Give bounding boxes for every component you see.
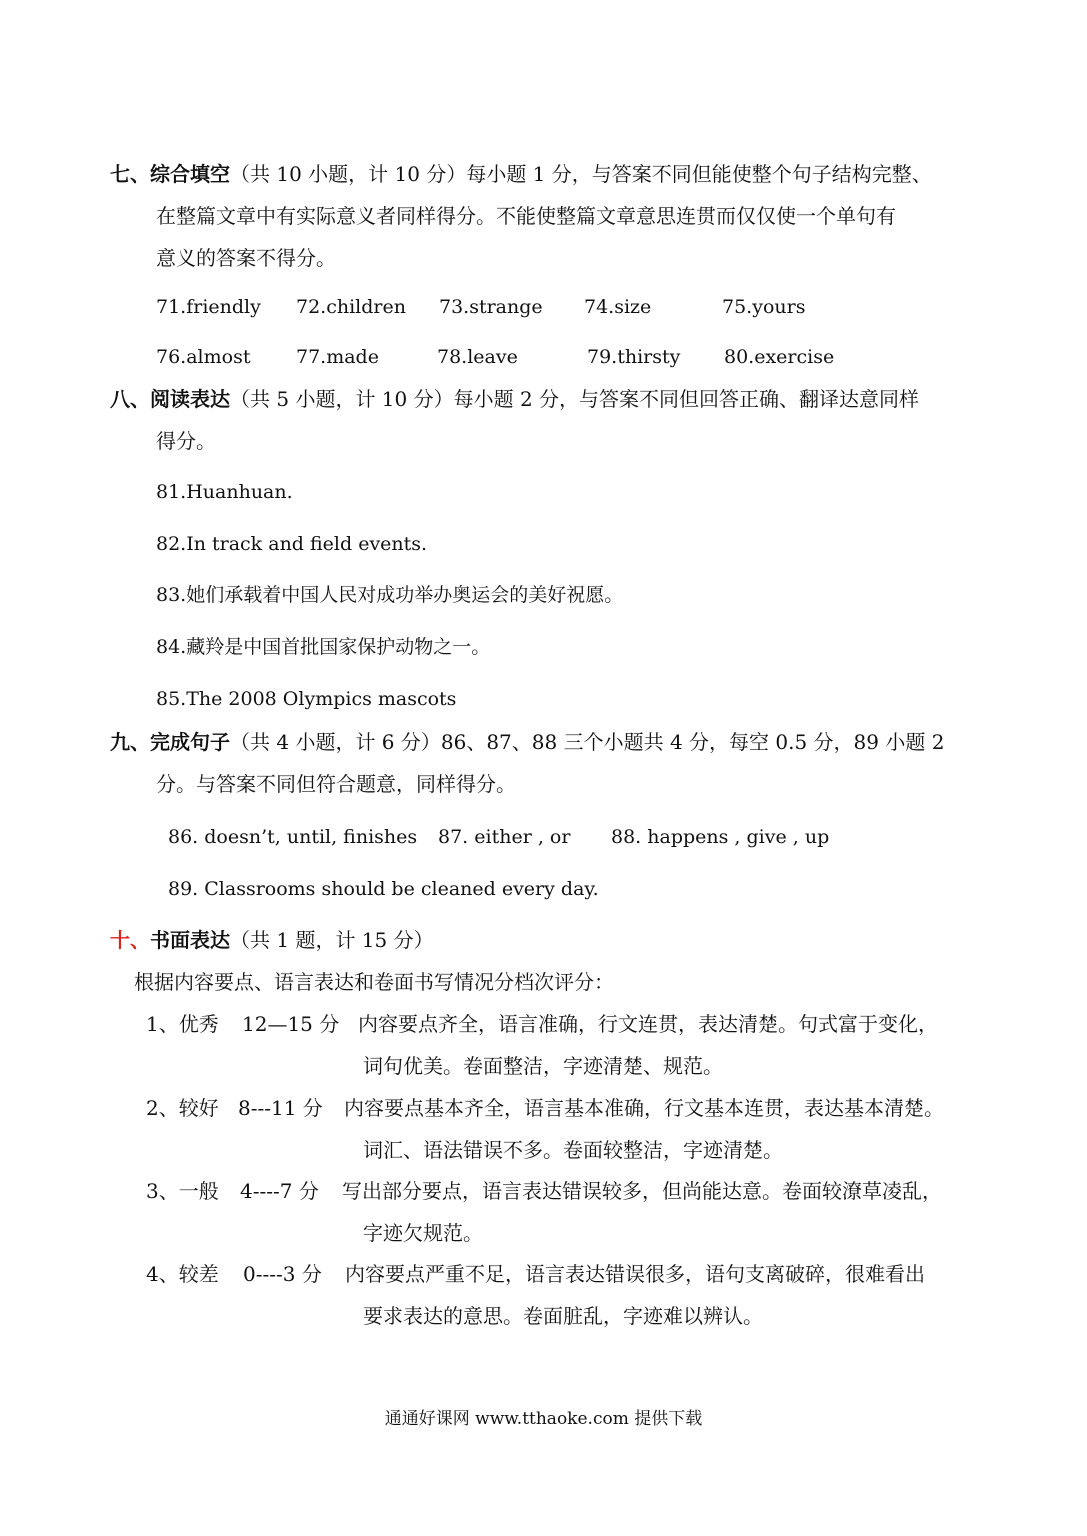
- answer-89: 89. Classrooms should be cleaned every day.: [168, 878, 599, 900]
- section7-text3: 意义的答案不得分。: [156, 246, 336, 270]
- section7-text2: 在整篇文章中有实际意义者同样得分。不能使整篇文章意思连贯而仅仅使一个单句有: [156, 204, 896, 228]
- grade-4-desc1: 内容要点严重不足，语言表达错误很多，语句支离破碎，很难看出: [345, 1262, 925, 1286]
- grade-4-desc2: 要求表达的意思。卷面脏乱，字迹难以辨认。: [363, 1304, 763, 1328]
- section9-line1: [110, 728, 944, 756]
- answer-71: 71.friendly: [156, 296, 261, 318]
- section9-text2: 分。与答案不同但符合题意，同样得分。: [156, 772, 516, 796]
- answer-80: 80.exercise: [724, 346, 835, 368]
- section10-heading: 书面表达: [150, 928, 230, 952]
- answer-86: 86. doesn’t, until, finishes: [168, 826, 418, 848]
- answer-87: 87. either , or: [438, 826, 571, 848]
- answer-83: 83.她们承载着中国人民对成功举办奥运会的美好祝愿。: [156, 584, 624, 606]
- answer-74: 74.size: [584, 296, 652, 318]
- grade-3-desc2: 字迹欠规范。: [363, 1221, 483, 1245]
- answer-76: 76.almost: [156, 346, 251, 368]
- section8-heading: 八、阅读表达: [110, 387, 230, 411]
- answer-77: 77.made: [296, 346, 379, 368]
- answer-78: 78.leave: [437, 346, 518, 368]
- section10-intro: 根据内容要点、语言表达和卷面书写情况分档次评分：: [134, 970, 614, 994]
- grade-4-label: 4、较差: [146, 1262, 219, 1286]
- section7-line1: [110, 160, 932, 188]
- section9-heading: 九、完成句子: [110, 730, 230, 754]
- section10-head-text: （共 1 题，计 15 分）: [230, 928, 434, 952]
- section10-number: 十、: [110, 928, 150, 952]
- answer-73: 73.strange: [439, 296, 543, 318]
- grade-3-range: 4----7 分: [240, 1179, 319, 1203]
- section7-text1: （共 10 小题，计 10 分）每小题 1 分，与答案不同但能使整个句子结构完整、: [230, 162, 932, 186]
- answer-79: 79.thirsty: [587, 346, 681, 368]
- grade-2-desc1: 内容要点基本齐全，语言基本准确，行文基本连贯，表达基本清楚。: [344, 1096, 944, 1120]
- grade-2-range: 8---11 分: [238, 1096, 323, 1120]
- answer-88: 88. happens , give , up: [611, 826, 830, 848]
- section8-text1: （共 5 小题，计 10 分）每小题 2 分，与答案不同但回答正确、翻译达意同样: [230, 387, 920, 411]
- grade-2-desc2: 词汇、语法错误不多。卷面较整洁，字迹清楚。: [363, 1138, 783, 1162]
- grade-1-desc1: 内容要点齐全，语言准确，行文连贯，表达清楚。句式富于变化，: [358, 1012, 938, 1036]
- answer-72: 72.children: [296, 296, 406, 318]
- grade-4-range: 0----3 分: [243, 1262, 322, 1286]
- answer-81: 81.Huanhuan.: [156, 481, 293, 503]
- answer-75: 75.yours: [722, 296, 806, 318]
- grade-1-desc2: 词句优美。卷面整洁，字迹清楚、规范。: [363, 1054, 723, 1078]
- section10-line1: [110, 926, 434, 954]
- footer-credit: 通通好课网 www.tthaoke.com 提供下载: [384, 1409, 703, 1429]
- section8-line1: [110, 385, 919, 413]
- answer-84: 84.藏羚是中国首批国家保护动物之一。: [156, 636, 491, 658]
- grade-3-label: 3、一般: [146, 1179, 219, 1203]
- answer-82: 82.In track and field events.: [156, 533, 428, 555]
- grade-1-label: 1、优秀: [146, 1012, 219, 1036]
- section7-heading: 七、综合填空: [110, 162, 230, 186]
- answer-85: 85.The 2008 Olympics mascots: [156, 688, 457, 710]
- grade-1-range: 12—15 分: [242, 1012, 340, 1036]
- section8-text2: 得分。: [156, 429, 216, 453]
- section9-text1: （共 4 小题，计 6 分）86、87、88 三个小题共 4 分，每空 0.5 分，89 小题 2: [230, 730, 945, 754]
- grade-2-label: 2、较好: [146, 1096, 219, 1120]
- grade-3-desc1: 写出部分要点，语言表达错误较多，但尚能达意。卷面较潦草凌乱，: [342, 1179, 942, 1203]
